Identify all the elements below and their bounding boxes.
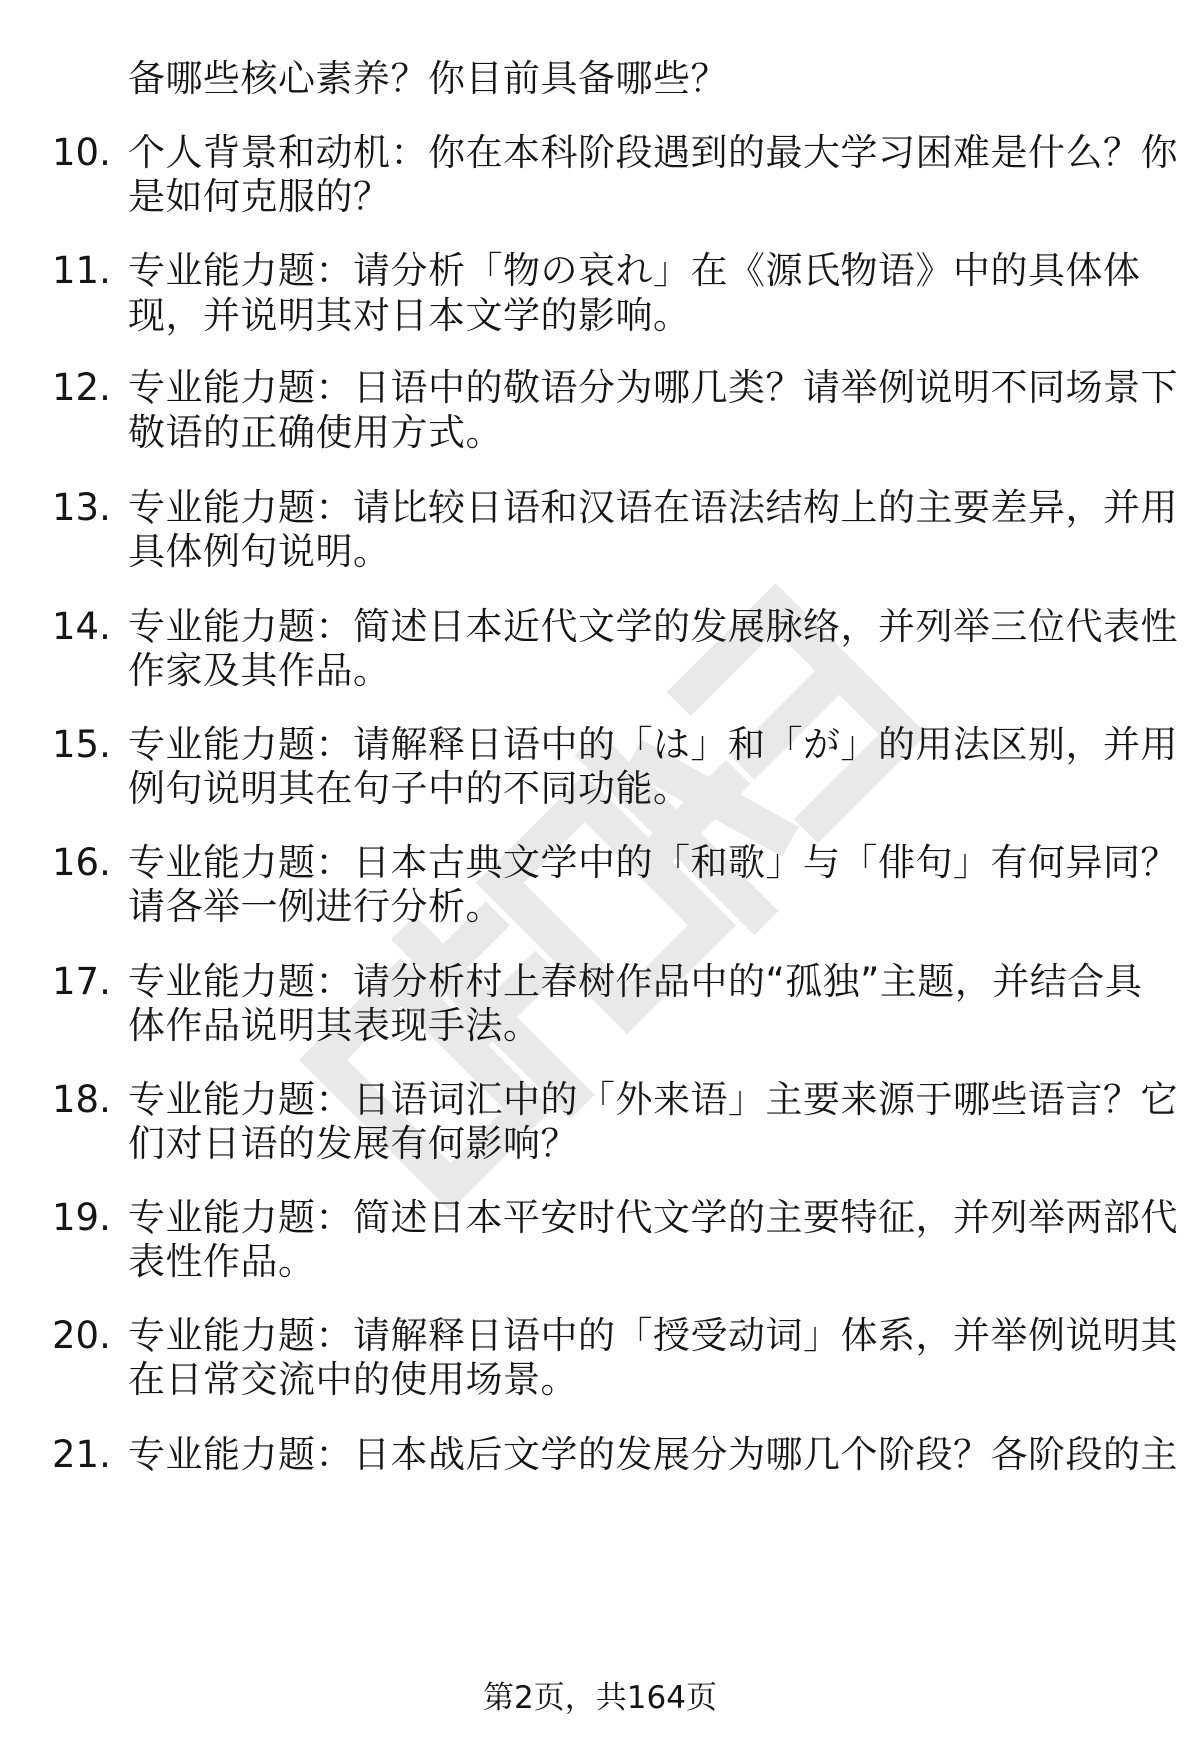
item-text-line: 专业能力题：请分析村上春树作品中的“孤独”主题，并结合具 xyxy=(128,960,1143,1003)
intro-line: 备哪些核心素养？你目前具备哪些？ xyxy=(128,57,728,100)
item-number: 15. xyxy=(52,723,111,766)
item-number: 17. xyxy=(52,960,111,1003)
item-text-line: 专业能力题：请解释日语中的「授受动词」体系，并举例说明其 xyxy=(128,1314,1178,1357)
item-text-line: 例句说明其在句子中的不同功能。 xyxy=(128,767,691,810)
item-text-line: 专业能力题：简述日本平安时代文学的主要特征，并列举两部代 xyxy=(128,1196,1178,1239)
item-number: 11. xyxy=(52,249,111,292)
item-text-line: 们对日语的发展有何影响？ xyxy=(128,1122,578,1165)
item-text-line: 专业能力题：请比较日语和汉语在语法结构上的主要差异，并用 xyxy=(128,486,1178,529)
item-text-line: 作家及其作品。 xyxy=(128,649,391,692)
item-number: 20. xyxy=(52,1314,111,1357)
item-number: 18. xyxy=(52,1078,111,1121)
item-text-line: 现，并说明其对日本文学的影响。 xyxy=(128,294,691,337)
item-number: 10. xyxy=(52,131,111,174)
item-text-line: 敬语的正确使用方式。 xyxy=(128,411,503,454)
item-text-line: 专业能力题：请分析「物の哀れ」在《源氏物语》中的具体体 xyxy=(128,249,1141,292)
item-number: 13. xyxy=(52,486,111,529)
item-number: 21. xyxy=(52,1433,111,1476)
item-number: 12. xyxy=(52,366,111,409)
item-text-line: 专业能力题：日本古典文学中的「和歌」与「俳句」有何异同？ xyxy=(128,841,1178,884)
item-text-line: 专业能力题：简述日本近代文学的发展脉络，并列举三位代表性 xyxy=(128,605,1178,648)
item-text-line: 专业能力题：日语中的敬语分为哪几类？请举例说明不同场景下 xyxy=(128,366,1178,409)
item-number: 14. xyxy=(52,605,111,648)
item-text-line: 专业能力题：日本战后文学的发展分为哪几个阶段？各阶段的主 xyxy=(128,1433,1178,1476)
page-footer: 第2页，共164页 xyxy=(483,1680,717,1716)
item-text-line: 具体例句说明。 xyxy=(128,530,391,573)
item-number: 16. xyxy=(52,841,111,884)
item-text-line: 体作品说明其表现手法。 xyxy=(128,1004,541,1047)
item-text-line: 请各举一例进行分析。 xyxy=(128,885,503,928)
item-text-line: 个人背景和动机：你在本科阶段遇到的最大学习困难是什么？你 xyxy=(128,131,1178,174)
item-text-line: 是如何克服的？ xyxy=(128,175,391,218)
item-text-line: 在日常交流中的使用场景。 xyxy=(128,1358,578,1401)
item-number: 19. xyxy=(52,1196,111,1239)
item-text-line: 表性作品。 xyxy=(128,1240,316,1283)
item-text-line: 专业能力题：日语词汇中的「外来语」主要来源于哪些语言？它 xyxy=(128,1078,1178,1121)
item-text-line: 专业能力题：请解释日语中的「は」和「が」的用法区别，并用 xyxy=(128,723,1178,766)
